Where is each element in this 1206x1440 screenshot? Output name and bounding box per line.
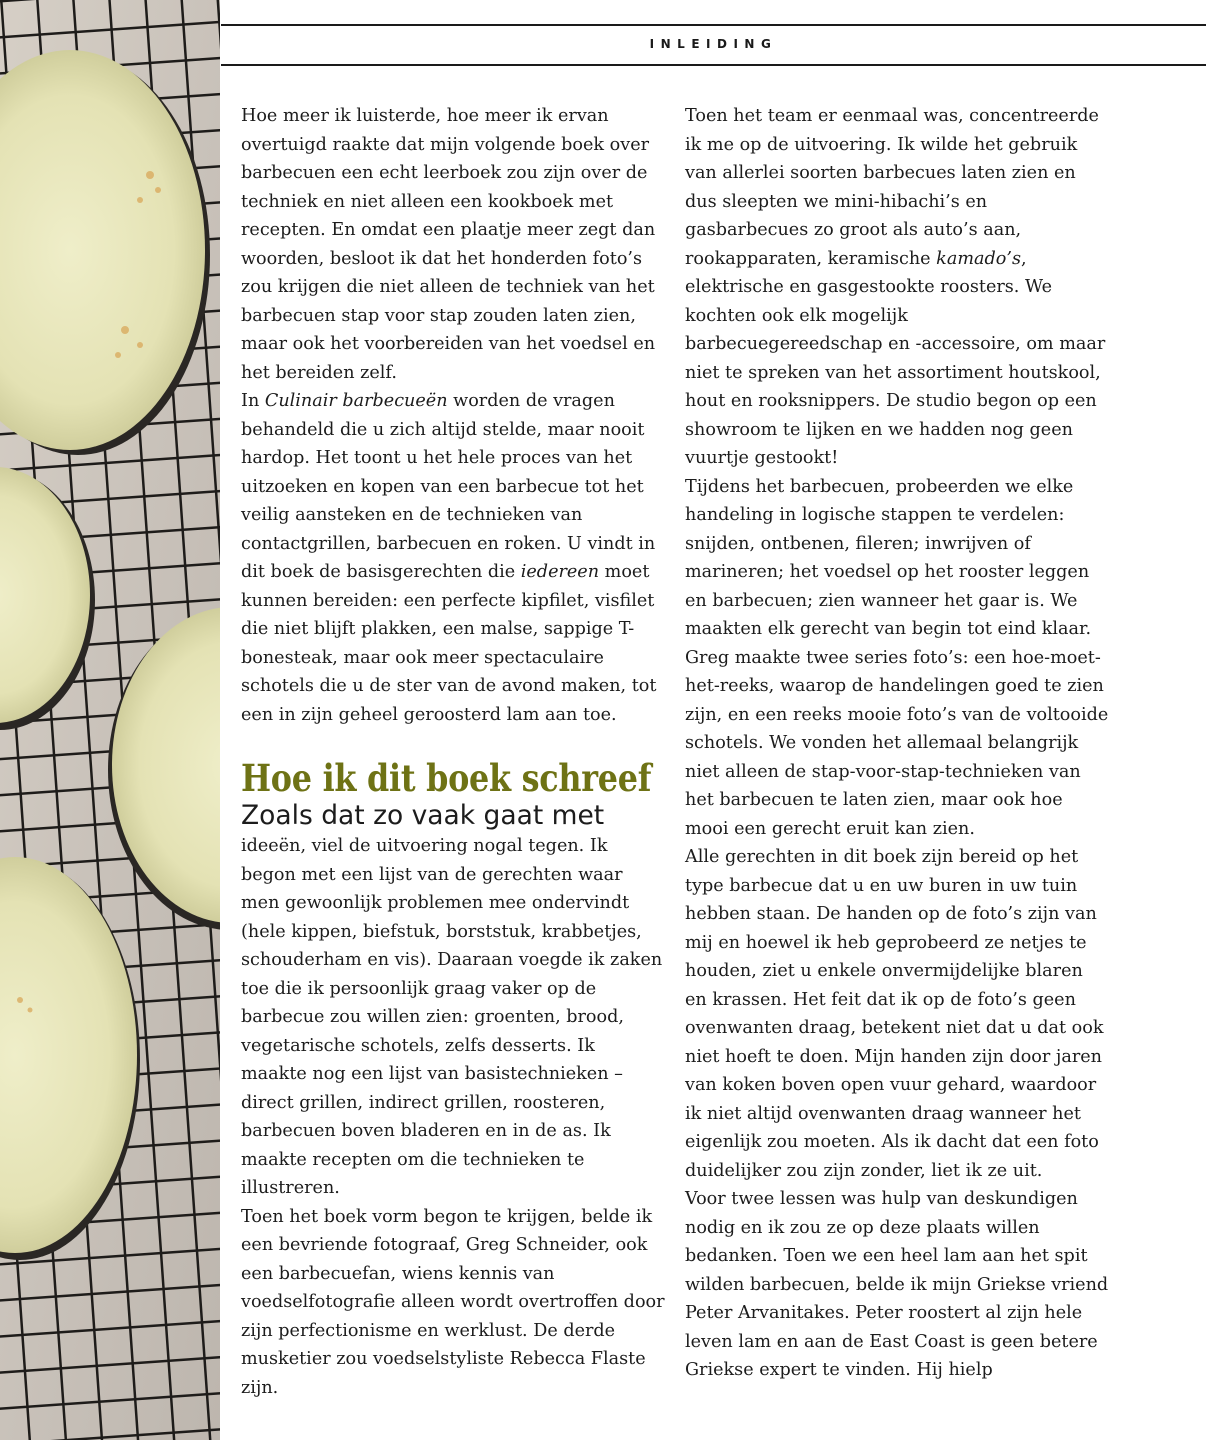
body-paragraph: Alle gerechten in dit boek zijn bereid op het type barbecue dat u en uw buren in uw tuin hebben staan. De handen op de foto’s zijn van mij en hoewel ik heb geprobeerd ze netjes te houden, ziet u enkele onvermijdelijke blaren en krassen. Het feit dat ik op de foto’s geen ovenwanten draag, betekent niet dat u dat ook niet hoeft te doen. Mijn handen zijn door jaren van koken boven open vuur gehard, waardoor ik niet altijd ovenwanten draag wanneer het eigenlijk zou moeten. Als ik dacht dat een foto duidelijker zou zijn zonder, liet ik ze uit.	[685, 847, 1104, 1181]
body-paragraph: Voor twee lessen was hulp van deskundigen nodig en ik zou ze op deze plaats willen bedanken. Toen we een heel lam aan het spit wilden barbecuen, belde ik mijn Griekse vriend Peter Arvanitakes. Peter roostert al zijn hele leven lam en aan de East Coast is geen betere Griekse expert te vinden. Hij hielp	[685, 1189, 1109, 1380]
text-run: moet kunnen bereiden: een perfecte kipfilet, visfilet die niet blijft plakken, een malse, sappige T-bonesteak, maar ook meer spectaculaire schotels die u de ster van de avond maken, tot een in zijn geheel geroosterd lam aan toe.	[241, 562, 657, 725]
header-rule-bottom	[221, 64, 1206, 66]
eggplant-photo	[0, 0, 220, 1440]
body-paragraph: ideeën, viel de uitvoering nogal tegen. Ik begon met een lijst van de gerechten waar men gewoonlijk problemen mee ondervindt (hele kippen, biefstuk, borststuk, krabbetjes, schouderham en vis). Daaraan voegde ik zaken toe die ik persoonlijk graag vaker op de barbecue zou willen zien: groenten, brood, vegetarische schotels, zelfs desserts. Ik maakte nog een lijst van basistechnieken – direct grillen, indirect grillen, roosteren, barbecuen boven bladeren en in de as. Ik maakte recepten om die technieken te illustreren.	[241, 836, 663, 1198]
header-rule-top	[221, 24, 1206, 26]
emphasis: iedereen	[520, 562, 600, 582]
left-column	[241, 102, 666, 1402]
running-head: INLEIDING	[649, 37, 778, 51]
text-run: Toen het team er eenmaal was, concentreerde ik me op de uitvoering. Ik wilde het gebruik van allerlei soorten barbecues laten zien en dus sleepten we mini-hibachi’s en gasbarbecues zo groot als auto’s aan, rookapparaten, keramische	[685, 106, 1099, 269]
body-paragraph	[685, 102, 1110, 473]
body-paragraph	[241, 387, 666, 729]
section-heading: Hoe ik dit boek schreef	[241, 756, 652, 800]
emphasis: kamado’s	[936, 248, 1021, 269]
lead-in: Zoals dat zo vaak gaat met	[241, 800, 605, 831]
book-title: Culinair barbecueën	[264, 391, 448, 411]
text-run: , elektrische en gasgestookte roosters. We kochten ook elk mogelijk barbecuegereedschap en -accessoire, om maar niet te spreken van het assortiment houtskool, hout en rooksnippers. De studio begon op een showroom te lijken en we hadden nog geen vuurtje gestookt!	[685, 248, 1106, 468]
text-run: worden de vragen behandeld die u zich altijd stelde, maar nooit hardop. Het toont u het hele proces van het uitzoeken en kopen van een barbecue tot het veilig aansteken en de technieken van contactgrillen, barbecuen en roken. U vindt in dit boek de basisgerechten die	[241, 391, 656, 582]
body-paragraph: Toen het boek vorm begon te krijgen, belde ik een bevriende fotograaf, Greg Schneider, ook een barbecuefan, wiens kennis van voedselfotografie alleen wordt overtroffen door zijn perfectionisme en werklust. De derde musketier zou voedselstyliste Rebecca Flaste zijn.	[241, 1206, 665, 1398]
right-column	[685, 102, 1110, 1385]
body-paragraph: Tijdens het barbecuen, probeerden we elke handeling in logische stappen te verdelen: snijden, ontbenen, fileren; inwrijven of marineren; het voedsel op het rooster leggen en barbecuen; zien wanneer het gaar is. We maakten elk gerecht van begin tot eind klaar. Greg maakte twee series foto’s: een hoe-moet-het-reeks, waarop de handelingen goed te zien zijn, en een reeks mooie foto’s van de voltooide schotels. We vonden het allemaal belangrijk niet alleen de stap-voor-stap-technieken van het barbecuen te laten zien, maar ook hoe mooi een gerecht eruit kan zien.	[685, 476, 1109, 839]
body-paragraph: Hoe meer ik luisterde, hoe meer ik ervan overtuigd raakte dat mijn volgende boek over barbecuen een echt leerboek zou zijn over de techniek en niet alleen een kookboek met recepten. En omdat een plaatje meer zegt dan woorden, besloot ik dat het honderden foto’s zou krijgen die niet alleen de techniek van het barbecuen stap voor stap zouden laten zien, maar ook het voorbereiden van het voedsel en het bereiden zelf.	[241, 106, 656, 383]
grilled-eggplant-icon	[0, 0, 220, 1440]
text-run: In	[241, 391, 265, 411]
